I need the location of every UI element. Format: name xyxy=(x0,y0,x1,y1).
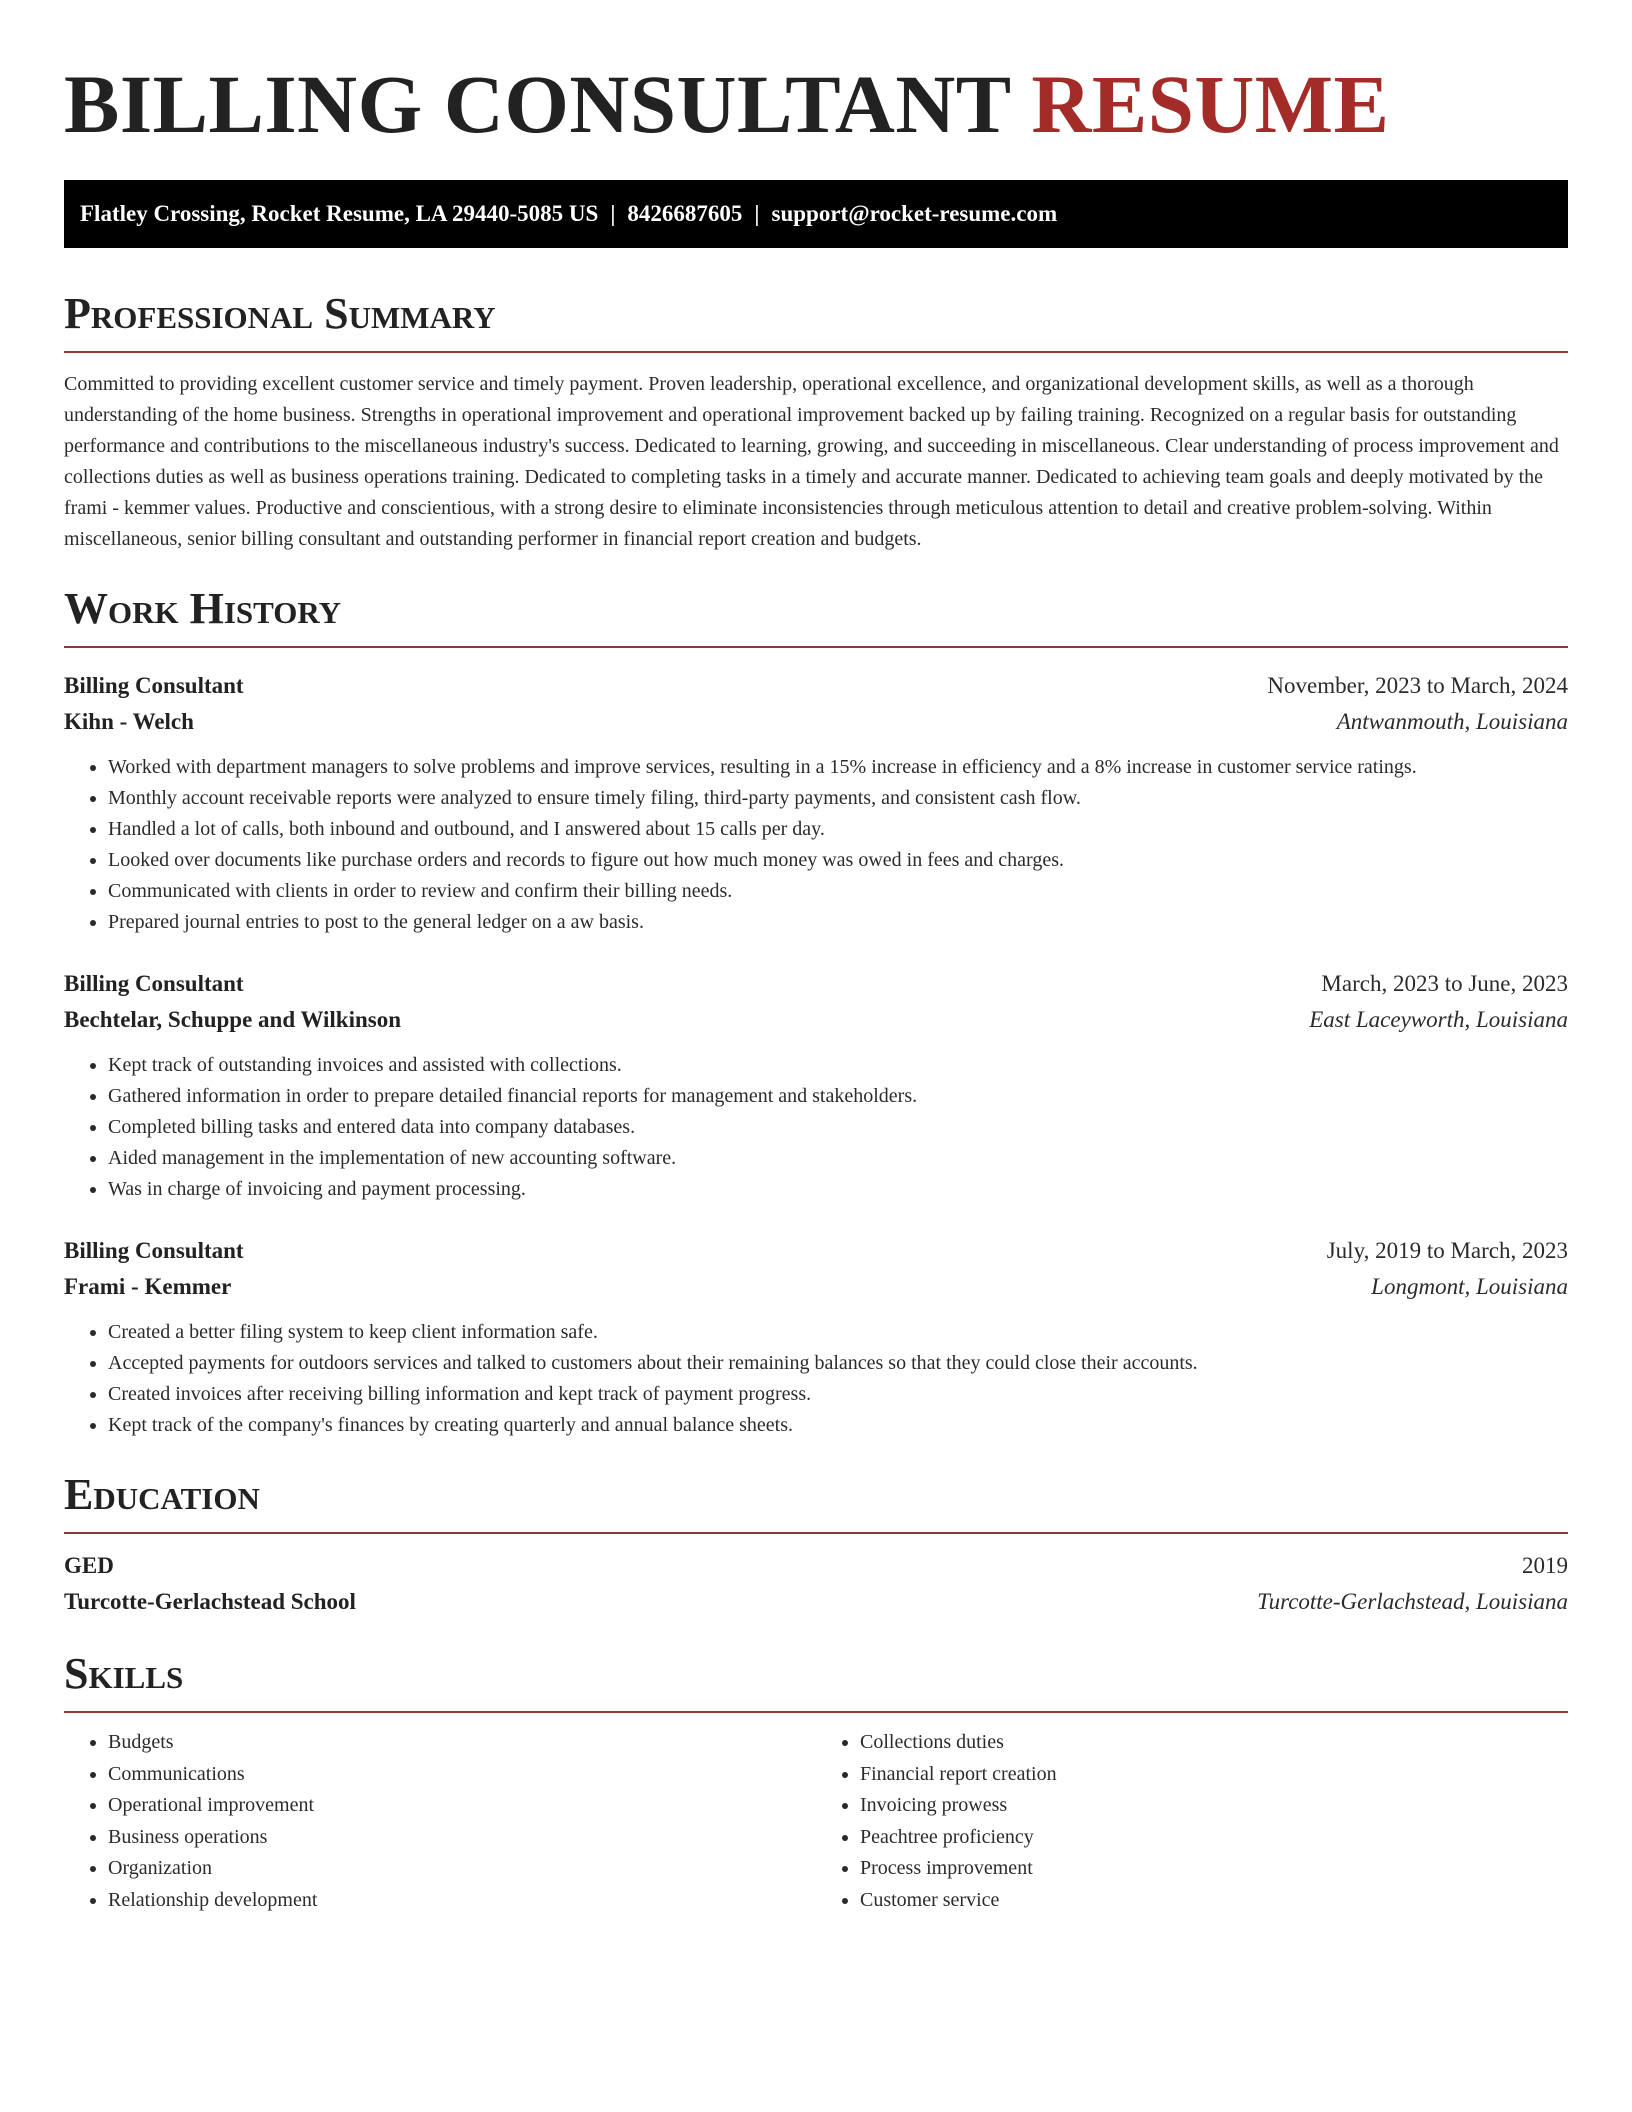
section-divider xyxy=(64,1711,1568,1713)
skill-item: • Customer service xyxy=(860,1885,1568,1917)
job-dates: July, 2019 to March, 2023 xyxy=(1326,1238,1568,1263)
education-school-row xyxy=(64,1584,1568,1620)
job-title-row xyxy=(64,966,1568,1002)
job-location: Longmont, Louisiana xyxy=(1371,1274,1568,1299)
work-history-section xyxy=(64,583,1568,1441)
job-company-row xyxy=(64,1002,1568,1038)
job-bullet: • Prepared journal entries to post to the general ledger on a aw basis. xyxy=(108,907,1568,938)
summary-section xyxy=(64,288,1568,555)
skill-item: • Communications xyxy=(108,1759,816,1791)
job-bullets xyxy=(64,1050,1568,1205)
education-entry xyxy=(64,1548,1568,1620)
job-company: Frami - Kemmer xyxy=(64,1274,232,1299)
skill-item: • Collections duties xyxy=(860,1727,1568,1759)
education-degree: GED xyxy=(64,1553,114,1578)
contact-address: Flatley Crossing, Rocket Resume, LA 29440-5085 US xyxy=(80,201,599,226)
job-location: East Laceyworth, Louisiana xyxy=(1309,1007,1568,1032)
education-school: Turcotte-Gerlachstead School xyxy=(64,1589,356,1614)
section-divider xyxy=(64,1532,1568,1534)
job-bullet: • Worked with department managers to solve problems and improve services, resulting in a 15% increase in efficiency and a 8% increase in customer service ratings. xyxy=(108,752,1568,783)
job-bullet: • Created a better filing system to keep client information safe. xyxy=(108,1317,1568,1348)
job-title: Billing Consultant xyxy=(64,673,244,698)
summary-text: Committed to providing excellent customer service and timely payment. Proven leadership, operational excellence, and organizational development skills, as well as a thorough understanding of the home business. Strengths in operational improvement and operational improvement backed up by failing training. Recognized on a regular basis for outstanding performance and contributions to the miscellaneous industry's success. Dedicated to learning, growing, and succeeding in miscellaneous. Clear understanding of process improvement and collections duties as well as business operations training. Dedicated to completing tasks in a timely and accurate manner. Dedicated to achieving team goals and deeply motivated by the frami - kemmer values. Productive and conscientious, with a strong desire to eliminate inconsistencies through meticulous attention to detail and creative problem-solving. Within miscellaneous, senior billing consultant and outstanding performer in financial report creation and budgets. xyxy=(64,373,1559,550)
skills-list-left xyxy=(64,1727,816,1916)
title-accent: RESUME xyxy=(1031,58,1390,150)
job-bullet: • Aided management in the implementation of new accounting software. xyxy=(108,1143,1568,1174)
job-bullet: • Was in charge of invoicing and payment processing. xyxy=(108,1174,1568,1205)
work-history-heading: Work History xyxy=(64,584,342,633)
section-divider xyxy=(64,646,1568,648)
job-bullet: • Communicated with clients in order to review and confirm their billing needs. xyxy=(108,876,1568,907)
contact-phone: 8426687605 xyxy=(627,201,743,226)
contact-separator: | xyxy=(610,201,616,226)
job-company-row xyxy=(64,704,1568,740)
job-title-row xyxy=(64,668,1568,704)
contact-separator: | xyxy=(754,201,760,226)
skill-item: • Business operations xyxy=(108,1822,816,1854)
contact-bar xyxy=(64,180,1568,248)
title-main: BILLING CONSULTANT xyxy=(64,58,1011,150)
job-bullet: • Handled a lot of calls, both inbound and outbound, and I answered about 15 calls per day. xyxy=(108,814,1568,845)
job-dates: March, 2023 to June, 2023 xyxy=(1321,971,1568,996)
job-bullet: • Kept track of the company's finances by creating quarterly and annual balance sheets. xyxy=(108,1410,1568,1441)
job-dates: November, 2023 to March, 2024 xyxy=(1267,673,1568,698)
job-company: Bechtelar, Schuppe and Wilkinson xyxy=(64,1007,402,1032)
education-location: Turcotte-Gerlachstead, Louisiana xyxy=(1257,1589,1568,1614)
resume-title xyxy=(64,0,1568,150)
job-bullets xyxy=(64,752,1568,938)
contact-email: support@rocket-resume.com xyxy=(771,201,1058,226)
job-bullet: • Accepted payments for outdoors services and talked to customers about their remaining balances so that they could close their accounts. xyxy=(108,1348,1568,1379)
job-title: Billing Consultant xyxy=(64,1238,244,1263)
skills-section xyxy=(64,1648,1568,1916)
job-bullet: • Kept track of outstanding invoices and assisted with collections. xyxy=(108,1050,1568,1081)
job-bullet: • Looked over documents like purchase orders and records to figure out how much money was owed in fees and charges. xyxy=(108,845,1568,876)
education-heading: Education xyxy=(64,1470,260,1519)
skill-item: • Peachtree proficiency xyxy=(860,1822,1568,1854)
job-entry xyxy=(64,668,1568,938)
skill-item: • Budgets xyxy=(108,1727,816,1759)
job-entry xyxy=(64,1233,1568,1441)
job-company: Kihn - Welch xyxy=(64,709,194,734)
education-year: 2019 xyxy=(1522,1553,1568,1578)
job-location: Antwanmouth, Louisiana xyxy=(1336,709,1568,734)
summary-heading: Professional Summary xyxy=(64,289,496,338)
skill-item: • Operational improvement xyxy=(108,1790,816,1822)
job-company-row xyxy=(64,1269,1568,1305)
section-divider xyxy=(64,351,1568,353)
skills-list-right xyxy=(816,1727,1568,1916)
skill-item: • Invoicing prowess xyxy=(860,1790,1568,1822)
skill-item: • Process improvement xyxy=(860,1853,1568,1885)
job-bullet: • Created invoices after receiving billing information and kept track of payment progress. xyxy=(108,1379,1568,1410)
skills-heading: Skills xyxy=(64,1649,184,1698)
skills-columns xyxy=(64,1727,1568,1916)
job-entry xyxy=(64,966,1568,1205)
job-title-row xyxy=(64,1233,1568,1269)
education-section xyxy=(64,1469,1568,1620)
job-bullet: • Monthly account receivable reports were analyzed to ensure timely filing, third-party payments, and consistent cash flow. xyxy=(108,783,1568,814)
skill-item: • Organization xyxy=(108,1853,816,1885)
job-title: Billing Consultant xyxy=(64,971,244,996)
job-bullets xyxy=(64,1317,1568,1441)
skill-item: • Financial report creation xyxy=(860,1759,1568,1791)
skill-item: • Relationship development xyxy=(108,1885,816,1917)
job-bullet: • Completed billing tasks and entered data into company databases. xyxy=(108,1112,1568,1143)
education-degree-row xyxy=(64,1548,1568,1584)
job-bullet: • Gathered information in order to prepare detailed financial reports for management and stakeholders. xyxy=(108,1081,1568,1112)
